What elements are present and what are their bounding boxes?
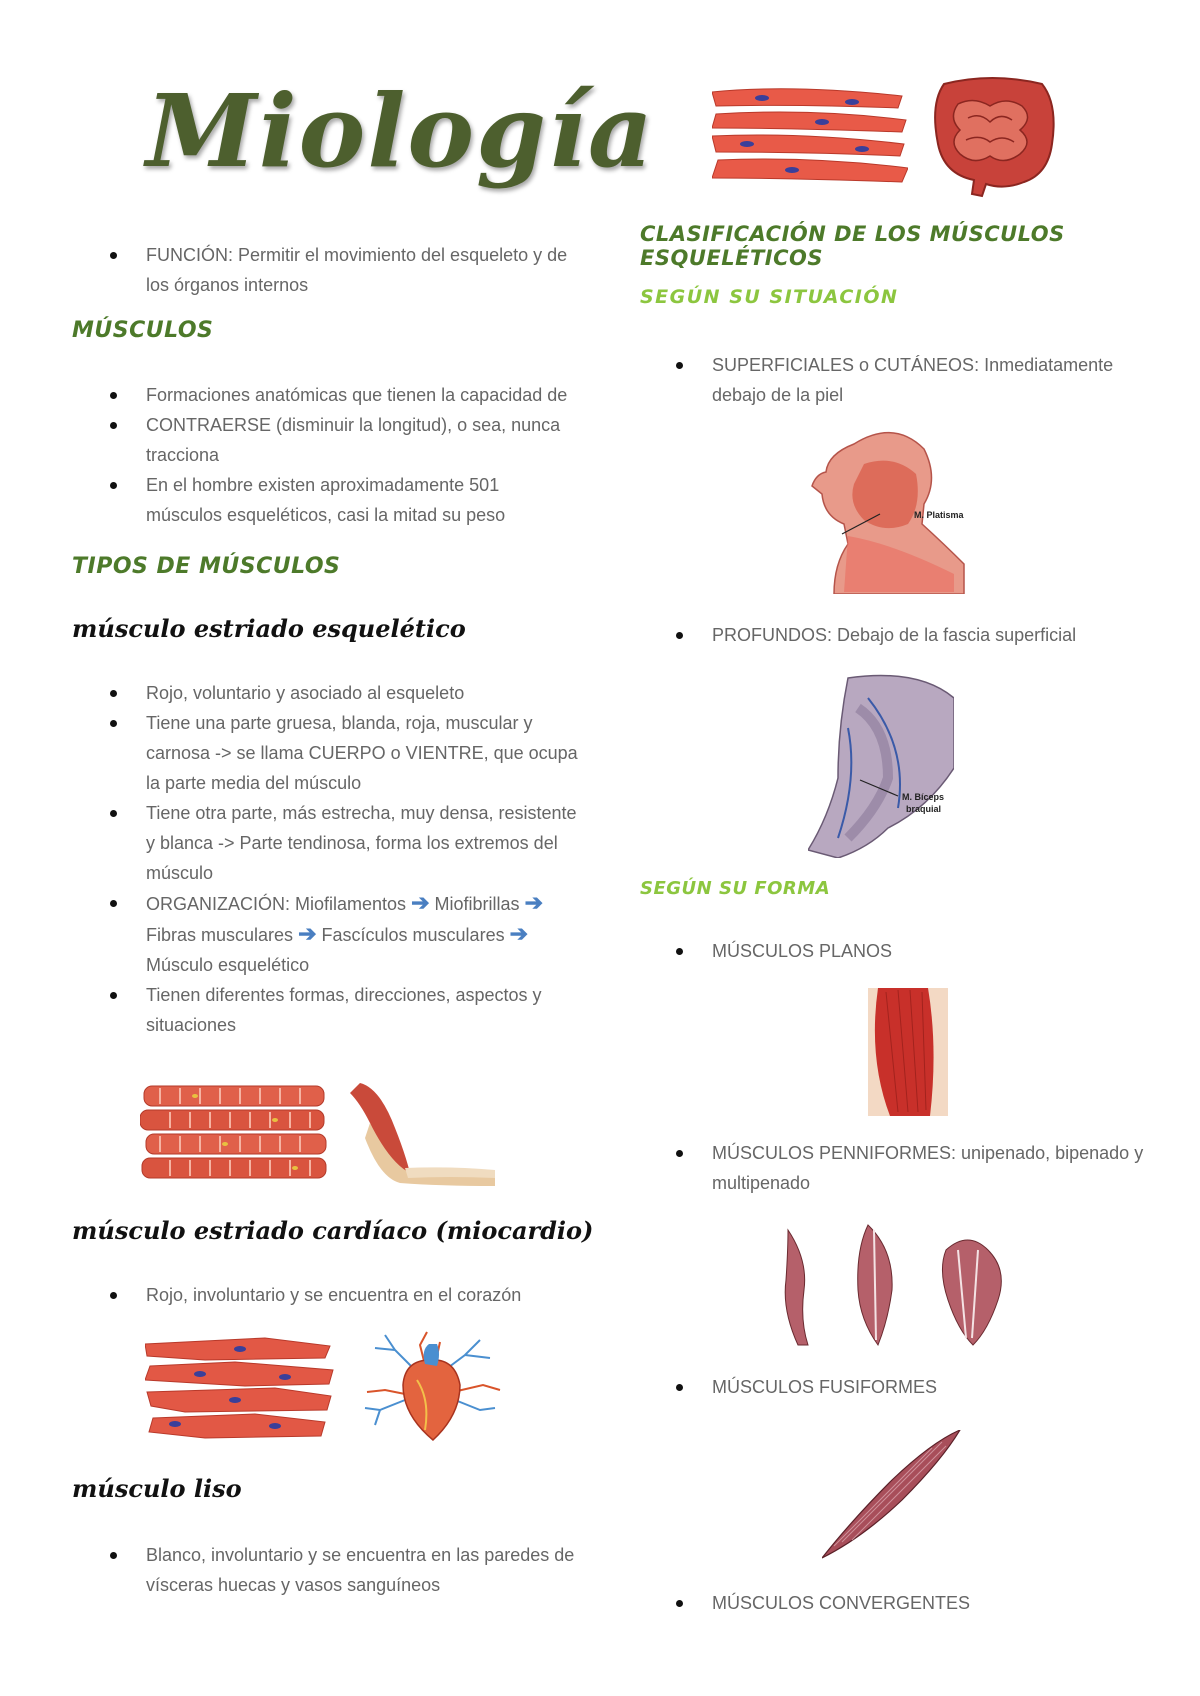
arrow-right-icon: ➔ <box>509 921 529 946</box>
list-item: MÚSCULOS PLANOS <box>676 936 1146 966</box>
biceps-label: braquial <box>906 804 942 814</box>
cardiac-fibers-image <box>145 1336 335 1441</box>
organizacion-step: Miofibrillas <box>434 894 520 914</box>
esqueletico-list <box>110 678 580 1040</box>
list-item: MÚSCULOS PENNIFORMES: unipenado, bipenado y multipenado <box>676 1138 1146 1198</box>
planos-list <box>676 936 1146 966</box>
musculos-list <box>110 380 580 530</box>
cardiaco-list <box>110 1280 580 1310</box>
platisma-label: M. Platisma <box>914 510 964 520</box>
list-item: MÚSCULOS CONVERGENTES <box>676 1588 1146 1618</box>
page-title: Miología <box>146 72 655 190</box>
arrow-right-icon: ➔ <box>524 890 544 915</box>
list-item: FUNCIÓN: Permitir el movimiento del esqueleto y de los órganos internos <box>110 240 580 300</box>
musculos-heading: MÚSCULOS <box>72 318 214 343</box>
profundos-list <box>676 620 1146 650</box>
flat-muscle-image <box>868 988 948 1116</box>
organizacion-step: Músculo esquelético <box>146 955 310 975</box>
biceps-label: M. Bíceps <box>902 792 945 802</box>
smooth-muscle-image <box>712 82 908 192</box>
skeletal-fibers-image <box>140 1082 330 1182</box>
convergentes-list <box>676 1588 1146 1618</box>
list-item: CONTRAERSE (disminuir la longitud), o sea, nunca tracciona <box>110 410 580 470</box>
organizacion-item <box>110 888 580 980</box>
situacion-heading: SEGÚN SU SITUACIÓN <box>640 286 899 308</box>
list-item: Rojo, voluntario y asociado al esqueleto <box>110 678 580 708</box>
tipos-heading: TIPOS DE MÚSCULOS <box>72 554 341 579</box>
list-item: MÚSCULOS FUSIFORMES <box>676 1372 1146 1402</box>
list-item: Formaciones anatómicas que tienen la capacidad de <box>110 380 580 410</box>
elbow-muscle-image <box>350 1078 500 1188</box>
liso-heading: músculo liso <box>72 1474 242 1503</box>
arrow-right-icon: ➔ <box>411 890 430 915</box>
heart-image <box>355 1330 505 1450</box>
biceps-image <box>808 668 954 858</box>
arrow-right-icon: ➔ <box>298 921 317 946</box>
list-item: En el hombre existen aproximadamente 501 músculos esqueléticos, casi la mitad su peso <box>110 470 580 530</box>
list-item: Tiene otra parte, más estrecha, muy densa, resistente y blanca -> Parte tendinosa, forma los extremos del músculo <box>110 798 580 888</box>
fusiformes-list <box>676 1372 1146 1402</box>
list-item: SUPERFICIALES o CUTÁNEOS: Inmediatamente debajo de la piel <box>676 350 1146 410</box>
liso-list <box>110 1540 580 1600</box>
esqueletico-heading: músculo estriado esquelético <box>72 614 466 643</box>
organizacion-step: Fascículos musculares <box>321 925 505 945</box>
list-item: Tiene una parte gruesa, blanda, roja, muscular y carnosa -> se llama CUERPO o VIENTRE, que ocupa la parte media del músculo <box>110 708 580 798</box>
list-item: Blanco, involuntario y se encuentra en las paredes de vísceras huecas y vasos sanguíneos <box>110 1540 580 1600</box>
list-item: PROFUNDOS: Debajo de la fascia superficial <box>676 620 1146 650</box>
clasificacion-heading: CLASIFICACIÓN DE LOS MÚSCULOS ESQUELÉTICOS <box>640 222 1065 270</box>
peniformes-list <box>676 1138 1146 1198</box>
platisma-image <box>804 424 970 594</box>
list-item: Tienen diferentes formas, direcciones, aspectos y situaciones <box>110 980 580 1040</box>
funcion-list <box>110 240 580 300</box>
list-item: Rojo, involuntario y se encuentra en el corazón <box>110 1280 580 1310</box>
superficiales-list <box>676 350 1146 410</box>
fusiform-muscle-image <box>822 1430 962 1560</box>
organizacion-step: Fibras musculares <box>146 925 294 945</box>
forma-heading: SEGÚN SU FORMA <box>640 878 831 899</box>
cardiaco-heading: músculo estriado cardíaco (miocardio) <box>72 1216 594 1245</box>
organizacion-label: ORGANIZACIÓN: Miofilamentos <box>146 894 407 914</box>
pennate-muscles-image <box>768 1220 1018 1350</box>
intestine-image <box>924 74 1060 198</box>
